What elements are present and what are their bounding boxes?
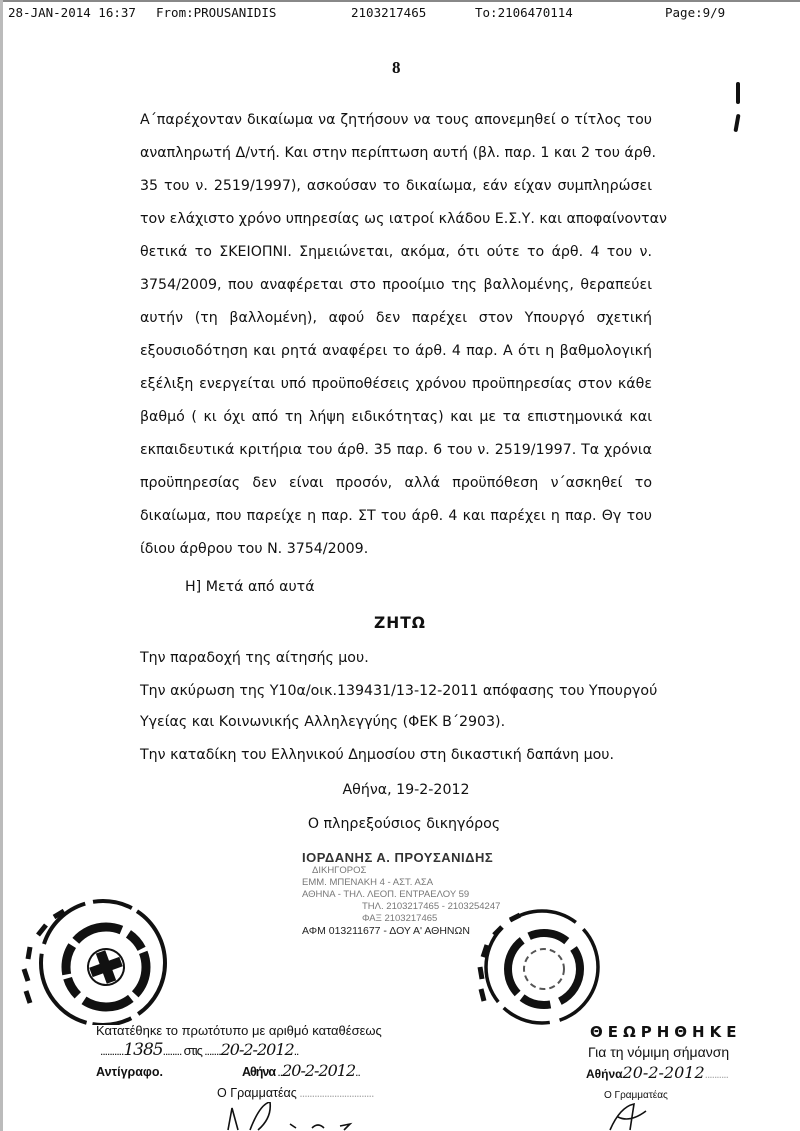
- filing-date: 20-2-2012: [220, 1040, 294, 1059]
- endorsement-date-line: Αθήνα20-2-2012..........: [586, 1063, 728, 1082]
- lawyer-stamp-line: ΑΦΜ 013211677 - ΔΟΥ Α' ΑΘΗΝΩΝ: [302, 925, 470, 937]
- copy-place-label: Αθήνα: [242, 1065, 276, 1079]
- paragraph-line: 3754/2009, που αναφέρεται στο προοίμιο της βαλλομένης, θεραπεύει: [140, 277, 652, 293]
- paragraph-line: αυτήν (τη βαλλομένη), αφού δεν παρέχει στον Υπουργό σχετική: [140, 310, 652, 326]
- page-left-edge: [0, 0, 3, 1131]
- endorsement-date: 20-2-2012: [622, 1063, 705, 1082]
- paragraph-line: θετικά το ΣΚΕΙΟΠΝΙ. Σημειώνεται, ακόμα, ότι ούτε το άρθ. 4 του ν.: [140, 244, 652, 260]
- clerk-label-left: Ο Γραμματέας ..............................: [217, 1086, 374, 1100]
- demand-item: Την ακύρωση της Υ10α/οικ.139431/13-12-2011 απόφασης του Υπουργού: [140, 683, 658, 699]
- demand-item: Την παραδοχή της αίτησής μου.: [140, 650, 369, 666]
- paragraph-line: 35 του ν. 2519/1997), ασκούσαν το δικαίωμα, εάν είχαν συμπληρώσει: [140, 178, 652, 194]
- copy-label: Αντίγραφο.: [96, 1065, 163, 1079]
- fax-datetime: 28-JAN-2014 16:37: [8, 5, 136, 20]
- endorsement-subtitle: Για τη νόμιμη σήμανση: [588, 1044, 730, 1060]
- paragraph-line: τον ελάχιστο χρόνο υπηρεσίας ως ιατροί κλάδου Ε.Σ.Υ. και αποφαίνονταν: [140, 211, 667, 227]
- paragraph-line: δικαίωμα, που παρείχε η παρ. ΣΤ του άρθ. 4 και παρέχει η παρ. Θγ του: [140, 508, 652, 524]
- endorsement-title: ΘΕΩΡΗΘΗΚΕ: [590, 1023, 742, 1041]
- paragraph-line: αναπληρωτή Δ/ντή. Και στην περίπτωση αυτή (βλ. παρ. 1 και 2 του άρθ.: [140, 145, 656, 161]
- filing-stamp-text: Κατατέθηκε το πρωτότυπο με αριθμό καταθέσεως: [96, 1023, 382, 1038]
- fax-to: To:2106470114: [475, 5, 573, 20]
- filing-number-line: ..........1385........ στις .......20-2-2012..: [100, 1040, 299, 1060]
- fax-from: From:PROUSANIDIS: [156, 5, 277, 20]
- place-date: Αθήνα, 19-2-2012: [342, 782, 470, 798]
- lawyer-stamp-line: ΤΗΛ. 2103217465 - 2103254247: [362, 901, 501, 912]
- court-seal-right: [470, 905, 620, 1030]
- fax-page-count: Page:9/9: [665, 5, 726, 20]
- clerk-label-text: Ο Γραμματέας: [217, 1086, 297, 1100]
- demand-heading: ΖΗΤΩ: [374, 614, 426, 632]
- section-intro: Η] Μετά από αυτά: [185, 579, 315, 595]
- copy-date-line: Αθήνα ..20-2-2012..: [242, 1061, 360, 1080]
- fax-header: [0, 5, 800, 23]
- paragraph-line: προϋπηρεσίας δεν είναι προσόν, αλλά προϋπόθεση ν΄ασκηθεί το: [140, 475, 652, 491]
- lawyer-name: ΙΟΡΔΑΝΗΣ Α. ΠΡΟΥΣΑΝΙΔΗΣ: [302, 850, 494, 865]
- paragraph-line: βαθμό ( κι όχι από τη λήψη ειδικότητας) και με τα επιστημονικά και: [140, 409, 652, 425]
- demand-item: Την καταδίκη του Ελληνικού Δημοσίου στη δικαστική δαπάνη μου.: [140, 747, 615, 763]
- copy-date: 20-2-2012: [282, 1061, 356, 1080]
- margin-mark: [736, 82, 740, 104]
- clerk-signature-right: [600, 1103, 680, 1131]
- demand-item: Υγείας και Κοινωνικής Αλληλεγγύης (ΦΕΚ Β΄2903).: [140, 714, 506, 730]
- paragraph-line: εξουσιοδότηση και ρητά αναφέρει το άρθ. 4 παρ. Α ότι η βαθμολογική: [140, 343, 652, 359]
- lawyer-stamp-line: ΑΘΗΝΑ - ΤΗΛ. ΛΕΟΠ. ΕΝΤΡΑΕΛΟΥ 59: [302, 889, 470, 900]
- lawyer-stamp-line: ΔΙΚΗΓΟΡΟΣ: [312, 865, 367, 876]
- signatory-title: Ο πληρεξούσιος δικηγόρος: [307, 816, 501, 832]
- endorsement-place-label: Αθήνα: [586, 1067, 623, 1081]
- paragraph-line: εκπαιδευτικά κριτήρια του άρθ. 35 παρ. 6 του ν. 2519/1997. Τα χρόνια: [140, 442, 652, 458]
- fax-from-number: 2103217465: [351, 5, 427, 20]
- endorsement-clerk-label: Ο Γραμματέας: [604, 1090, 668, 1101]
- page-number: 8: [392, 58, 401, 77]
- court-seal-left: [8, 895, 178, 1025]
- filing-number: 1385: [123, 1040, 163, 1060]
- paragraph-line: ίδιου άρθρου του Ν. 3754/2009.: [140, 541, 369, 557]
- clerk-signature-left: [220, 1102, 360, 1131]
- filing-on-label: στις: [183, 1043, 202, 1058]
- lawyer-stamp-line: ΦΑΞ 2103217465: [362, 913, 438, 924]
- page-top-edge: [0, 0, 800, 2]
- paragraph-line: εξέλιξη ενεργείται υπό προϋποθέσεις χρόνου προϋπηρεσίας στον κάθε: [140, 376, 652, 392]
- paragraph-line: Α΄παρέχονταν δικαίωμα να ζητήσουν να τους απονεμηθεί ο τίτλος του: [140, 112, 652, 128]
- lawyer-stamp-line: ΕΜΜ. ΜΠΕΝΑΚΗ 4 - ΑΣΤ. ΑΣΑ: [302, 877, 434, 888]
- margin-mark: [733, 114, 740, 132]
